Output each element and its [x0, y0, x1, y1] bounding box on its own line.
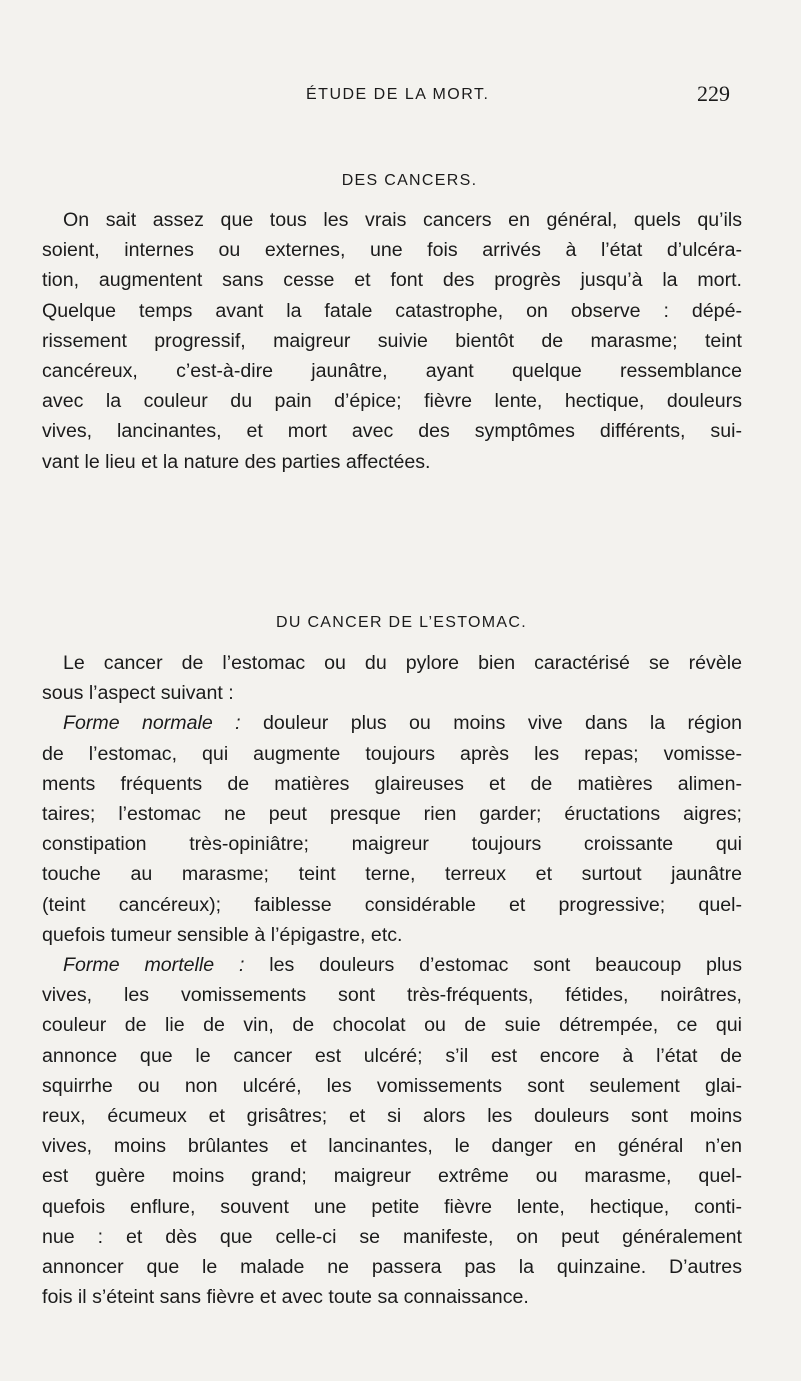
text-line: sous l’aspect suivant : — [42, 682, 234, 705]
mortal-form-label: Forme mortelle : — [63, 954, 245, 977]
text-line: vant le lieu et la nature des parties affectées. — [42, 450, 431, 473]
text-line: avec la couleur du pain d’épice; fièvre lente, hectique, douleurs — [42, 390, 742, 413]
text-line: taires; l’estomac ne peut presque rien garder; éructations aigres; — [42, 803, 742, 826]
text-line: reux, écumeux et grisâtres; et si alors les douleurs sont moins — [42, 1105, 742, 1128]
text-line: Quelque temps avant la fatale catastrophe, on observe : dépé- — [42, 299, 742, 322]
paragraph-stomach-cancer — [42, 648, 742, 1312]
text-line: quefois enflure, souvent une petite fièvre lente, hectique, conti- — [42, 1195, 742, 1218]
text-line: ments fréquents de matières glaireuses et de matières alimen- — [42, 772, 742, 795]
text-line: nue : et dès que celle-ci se manifeste, on peut généralement — [42, 1225, 742, 1248]
text-line: de l’estomac, qui augmente toujours après les repas; vomisse- — [42, 742, 742, 765]
text-line-mortal-form — [42, 950, 742, 980]
text-line: constipation très-opiniâtre; maigreur toujours croissante qui — [42, 833, 742, 856]
text-line: Le cancer de l’estomac ou du pylore bien caractérisé se révèle — [63, 652, 742, 674]
normal-form-label: Forme normale : — [63, 712, 241, 735]
text-line: On sait assez que tous les vrais cancers en général, quels qu’ils — [63, 209, 742, 231]
text-line: soient, internes ou externes, une fois arrivés à l’état d’ulcéra- — [42, 239, 742, 262]
mortal-form-text: les douleurs d’estomac sont beaucoup plus — [244, 954, 742, 977]
text-line: annonce que le cancer est ulcéré; s’il est encore à l’état de — [42, 1044, 742, 1067]
page-number: 229 — [697, 81, 730, 106]
text-line: cancéreux, c’est-à-dire jaunâtre, ayant quelque ressemblance — [42, 360, 742, 383]
running-title: ÉTUDE DE LA MORT. — [306, 86, 490, 103]
section-heading-cancers: DES CANCERS. — [341, 172, 478, 189]
section-heading-stomach-cancer: DU CANCER DE L’ESTOMAC. — [276, 614, 527, 631]
text-line: (teint cancéreux); faiblesse considérable et progressive; quel- — [42, 893, 742, 916]
text-line: quefois tumeur sensible à l’épigastre, etc. — [42, 923, 403, 946]
text-line: tion, augmentent sans cesse et font des progrès jusqu’à la mort. — [42, 269, 742, 292]
text-line: fois il s’éteint sans fièvre et avec toute sa connaissance. — [42, 1286, 529, 1309]
text-line: touche au marasme; teint terne, terreux et surtout jaunâtre — [42, 863, 742, 886]
text-line: annoncer que le malade ne passera pas la quinzaine. D’autres — [42, 1256, 742, 1279]
running-head — [0, 80, 801, 110]
text-line-normal-form — [42, 708, 742, 738]
text-line: squirrhe ou non ulcéré, les vomissements sont seulement glai- — [42, 1074, 742, 1097]
paragraph-cancers — [42, 205, 742, 477]
text-line: vives, les vomissements sont très-fréquents, fétides, noirâtres, — [42, 984, 742, 1007]
text-line: vives, moins brûlantes et lancinantes, le danger en général n’en — [42, 1135, 742, 1158]
text-line: couleur de lie de vin, de chocolat ou de suie détrempée, ce qui — [42, 1014, 742, 1037]
text-line: rissement progressif, maigreur suivie bientôt de marasme; teint — [42, 329, 742, 352]
normal-form-text: douleur plus ou moins vive dans la région — [240, 712, 742, 735]
text-line: vives, lancinantes, et mort avec des symptômes différents, sui- — [42, 420, 742, 443]
text-line: est guère moins grand; maigreur extrême ou marasme, quel- — [42, 1165, 742, 1188]
